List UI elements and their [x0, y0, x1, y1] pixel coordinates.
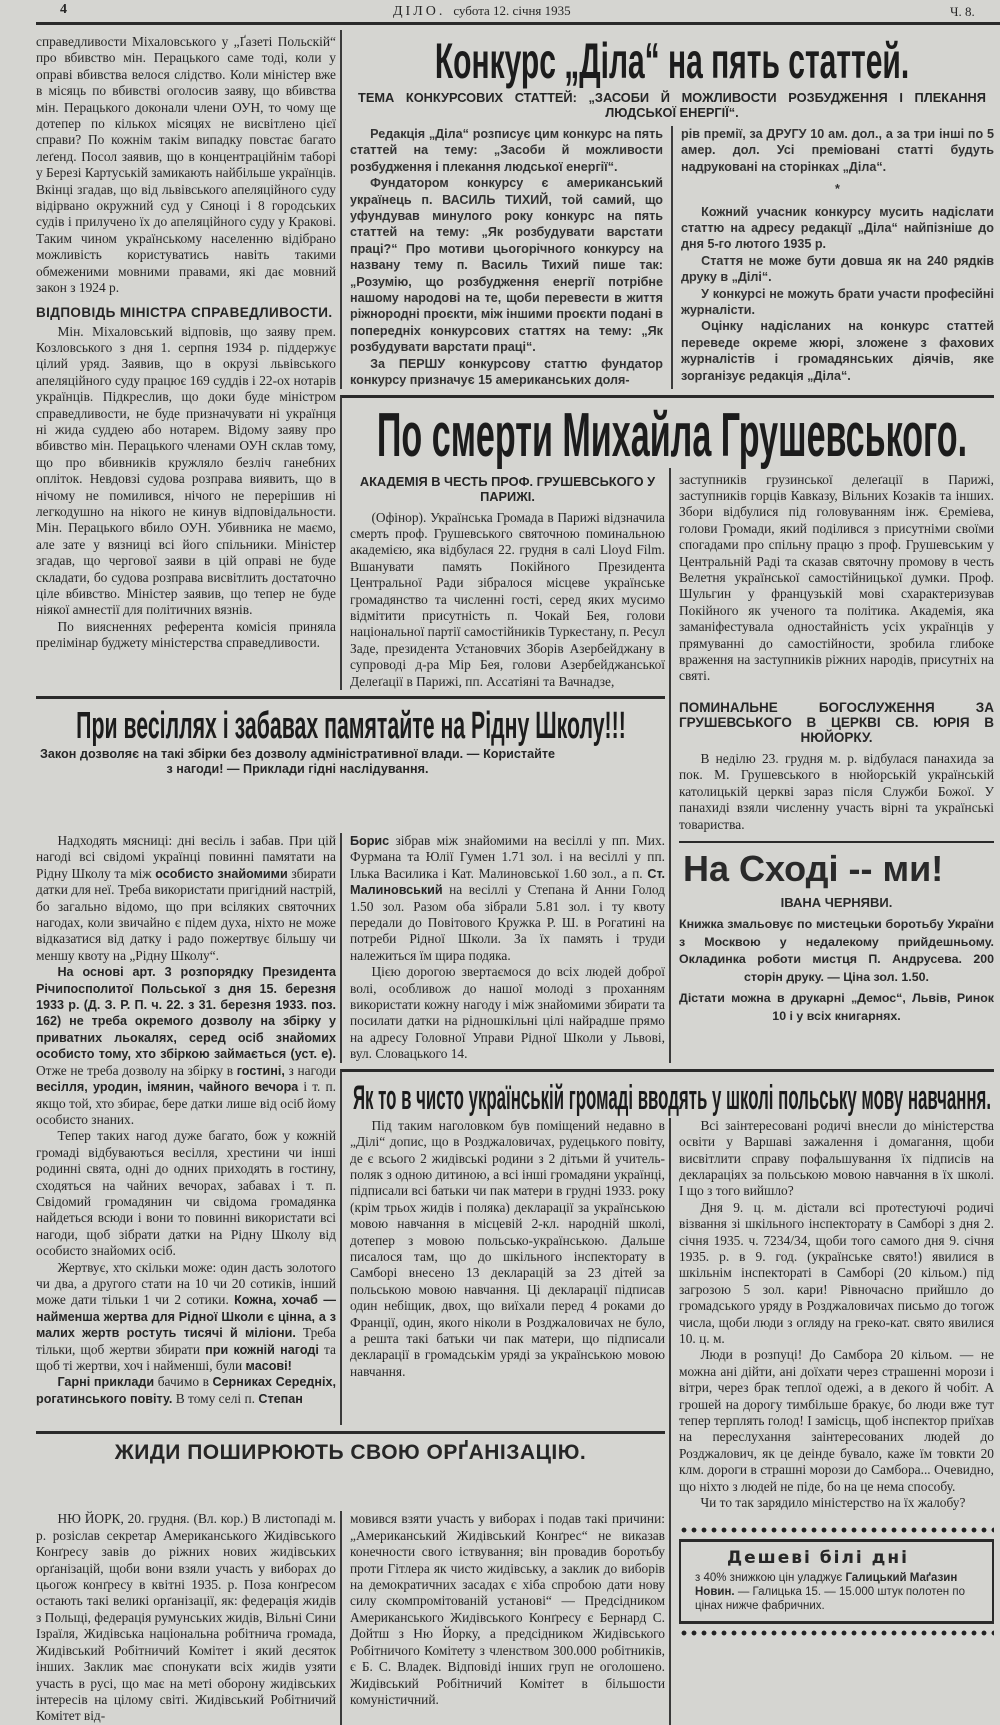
- article-text: [681, 126, 994, 175]
- book-ad-title: На Сході -- ми!: [683, 848, 944, 889]
- text-run: з нагоди: [284, 1062, 337, 1078]
- text-run: Люди в розпуці! До Самбора 20 кільом. — не можна ані дійти, ані доїхати через страшенні морози і вітри, через брак теплої одежі, а в декого й чобіт. А грошей на дорогу тимбільше бракує, бо люди вже тут тепер терплять голод! І замісць, щоб інспектор приїхав на переслухання заінтересованих людей до Розджалович, як це деінде бувало, каже їм товкти 20 клм. дороги в страшні морози до Самбора... Очевидно, що ніхто з людей не піде, бо на це нема способу.: [679, 1347, 994, 1494]
- bold-text-run: Степан: [258, 1391, 303, 1406]
- separator-asterisk: *: [835, 182, 840, 197]
- text-run: (Офінор). Українська Громада в Парижі відзначила смерть проф. Грушевського святочною поминальною академією, яка відбулася 22. грудня в салі Lloyd Film. Вшанувати память Покійного Президента Центральної Ради зібралося місцеве українське громадянство та численні гості, серед яких мусимо відмітити присутність п. Чокай Бея, голови національної партії самостійників Туркестану, п. Ресул Заде, президента Установчих Зборів Азербейджану в супроводі д-ра Мір Бея, голови Азербейджанської Делеґації в Парижі, пп. Ассатіяні та Вачнадзе,: [350, 509, 665, 689]
- text-run: Стаття не може бути довша як на 240 рядків друку в „Ділі“.: [681, 253, 994, 285]
- paragraph: [36, 1260, 336, 1375]
- paragraph: [350, 175, 663, 355]
- hrushevsky-headline-box: [350, 400, 994, 470]
- section-heading: ВІДПОВІДЬ МІНІСТРА СПРАВЕДЛИВОСТИ.: [36, 304, 333, 320]
- text-run: рів премії, за ДРУГУ 10 ам. дол., а за три інші по 5 амер. дол. Усі преміовані статті будуть надруковані на сторінках „Діла“.: [681, 127, 994, 174]
- paragraph: [350, 356, 663, 389]
- book-ad-description: Книжка змальовує по мистецьки боротьбу України з Москвою у недалекому прийдешньому. Окладинка роботи мистця П. Андрусева. 200 сторін друку. — Ціна зол. 1.50.: [679, 917, 994, 984]
- text-run: зібрав між знайомими на весіллі у пп. Мих. Фурмана та Юлії Гумен 1.71 зол. і на весіллі у пп. Ілька Василика і Кат. Малиновської 1.60 зол., а п.: [350, 833, 665, 881]
- paragraph: [679, 472, 994, 685]
- konkurs-subtitle: ТЕМА КОНКУРСОВИХ СТАТТЕЙ: „ЗАСОБИ Й МОЖЛИВОСТИ РОЗБУДЖЕННЯ І ПЛЕКАННЯ ЛЮДСЬКОЇ ЕНЕРГІЇ“.: [358, 90, 986, 120]
- hrushevsky-headline: [340, 395, 994, 468]
- paragraph: [350, 126, 663, 175]
- ridna-shkola-column-2: [340, 833, 665, 1063]
- article-text: [36, 1511, 336, 1724]
- store-ad-details: — Галицька 15. — 15.000 штук полотен по цінах нижче фабричних.: [695, 1586, 965, 1613]
- bold-text-run: масові!: [245, 1359, 292, 1373]
- dotted-border: [679, 1630, 994, 1636]
- masthead-date: субота 12. січня 1935: [453, 3, 571, 18]
- school-headline: [340, 1069, 994, 1118]
- paragraph: [679, 1200, 994, 1348]
- store-ad-box: [679, 1539, 994, 1624]
- paragraph: [681, 318, 994, 384]
- article-text: [679, 751, 994, 833]
- bold-text-run: Гарні приклади: [57, 1375, 155, 1390]
- hrushevsky-title: По смерти Михайла Грушевського.: [376, 400, 968, 470]
- issue-number: Ч. 8.: [950, 4, 975, 19]
- article-text: [679, 1118, 994, 1512]
- paragraph: [681, 253, 994, 286]
- jews-column-2: [340, 1511, 665, 1724]
- hrushevsky-column-2: [669, 468, 994, 690]
- ridna-shkola-subtitle: Закон дозволяє на такі збірки без дозволу адміністративної влади. — Користайте з нагоди! — Приклади гідні наслідування.: [40, 746, 555, 776]
- bold-text-run: гостині,: [236, 1063, 285, 1078]
- masthead-rule: [36, 22, 1000, 25]
- text-run: Тепер таких нагод дуже багато, бож у кожній громаді відбуваються весілля, хрестини чи інші родинні свята, одні до одних приходять в гостину, сходяться на чайних вечорах, забавах і т. п. Свідомий громадянин чи свідома громадянка найдеться всюди і вони то повинні використати всі нагоди, щоб зібрати датки на Рідну Школу від особисто знайомих осіб.: [36, 1128, 336, 1259]
- paragraph: [679, 1118, 994, 1200]
- article-text: [36, 833, 336, 1407]
- text-run: Надходять мясниці: дні весіль і забав. При цій нагоді всі свідомі українці повинні памятати на Рідну Школу та між: [36, 833, 336, 881]
- section-heading: ПОМИНАЛЬНЕ БОГОСЛУЖЕННЯ ЗА ГРУШЕВСЬКОГО В ЦЕРКВІ СВ. ЮРІЯ В НЮЙОРКУ.: [679, 699, 994, 745]
- text-run: Редакція „Діла“ розписує цим конкурс на пять статтей на тему: „Засоби й можливости розбудження і плекання людської енергії“.: [350, 127, 663, 174]
- paragraph: [350, 1118, 665, 1381]
- paragraph: [681, 126, 994, 175]
- paragraph: [681, 204, 994, 253]
- article-text: [350, 833, 665, 1063]
- article-text: [350, 1511, 665, 1708]
- bold-text-run: Серниках Середніх, рогатинського повіту.: [36, 1375, 337, 1406]
- konkurs-headline: [350, 34, 994, 88]
- text-run: По виясненнях референта комісія приняла прелімінар буджету міністерства справедливости.: [36, 618, 336, 651]
- text-run: Мін. Міхаловський відповів, що заяву прем. Козловського з дня 1. серпня 1934 р. піддержує цілий уряд. Заявив, що в окрузі львівського апеляційного суду працює 169 суддів і 22-ох нотарів українців. Підкреслив, що доки буде міністром справедливости, не буде призначувати ні українця ні жида суддею або нотарем. Відому заяву про вбивство мін. Перацького членами ОУН склав тому, що про вбивників кружляло безліч ганебних опліток. Невдовзі судова розправа виявить, що в нічому не помилився, нічого не перерішив ні легкодушно на нікого не кинув відповідальности. Мін. Перацького вбило ОУН. Убивника не маємо, але зате у вязниці всі його спільники. Міністер згадав, що чергової заяви в цій оправі не буде складати, бо судова розправа висвітлить достаточно ціле вбивство. Міністер заявив, що тепер не буде ніякої амнестії для політичних вязнів.: [36, 323, 336, 618]
- store-ad-discount: з 40% знижкою цін уладжує: [695, 1572, 846, 1585]
- article-text: [36, 34, 336, 297]
- paragraph: [36, 619, 336, 652]
- ridna-shkola-column-1: [36, 833, 336, 1425]
- article-text: [350, 1118, 665, 1381]
- ridna-shkola-title: При весіллях і забавах памятайте на Рідну Школу!!!: [75, 704, 626, 747]
- book-ad-author: ІВАНА ЧЕРНЯВИ.: [780, 895, 893, 910]
- article-text: [681, 204, 994, 384]
- paragraph: [36, 1374, 336, 1407]
- school-headline-box: [350, 1078, 994, 1118]
- text-run: Чи то так зарядило міністерство на їх жалобу?: [700, 1495, 966, 1511]
- text-run: Треба тільки, щоб жертви збирати: [36, 1325, 336, 1357]
- konkurs-title: Конкурс „Діла“ на пять статтей.: [434, 33, 910, 89]
- text-run: У конкурсі не можуть брати участи професійні журналісти.: [681, 286, 994, 318]
- text-run: Цією дорогою звертаємося до всіх людей доброї волі, особливож до нашої молоді з проханням використати кожну нагоду і між знайомими збирати та посилати датки на рідношкільні цілі найрадше прямо на адресу Головної Управи Рідної Школи у Львові, вул. Словацького 14.: [350, 964, 665, 1062]
- text-run: Кожний учасник конкурсу мусить надіслати статтю на адресу редакції „Діла“ найпізніше до дня 5-го лютого 1935 р.: [681, 204, 994, 252]
- text-run: Дня 9. ц. м. дістали всі протестуючі родичі візвання зі шкільного інспекторату в Самборі з дня 2. січня 1935. ч. 7234/34, щоби того самого дня 9. січня 1935. р. в 9. год. (українське свято!) явилися в шкільнім інспектораті в Самборі (20 кільом.) під загрозою 5 зол. кари! Рівночасно прийшло до громадського уряду в Розджаловичах письмо до тогож числа, щоби люди з огляду на греко-кат. свято явилися 10. ц. м.: [679, 1199, 994, 1346]
- paragraph: [679, 751, 994, 833]
- konkurs-columns: [350, 126, 994, 389]
- bold-text-run: На основі арт. 3 розпорядку Президента Річипосполитої Польської з дня 15. березня 1933 р. (Д. З. Р. П. ч. 22. з 31. березня 1933. поз. 162) не треба окремого дозволу на збірку у приватних льокалях, серед осіб знайомих особисто тому, хто збіркою займається (уст. е).: [36, 965, 336, 1062]
- bold-text-run: Кожна, хочаб — найменша жертва для Рідної Школи є цінна, а з малих жертв ростуть тисячі й міліони.: [36, 1293, 336, 1341]
- paragraph: [679, 1495, 994, 1511]
- article-text: [350, 510, 665, 690]
- paragraph: [350, 833, 665, 964]
- text-run: Жертвує, хто скільки може: один дасть золотого чи два, а другого стати на 10 чи 20 сотиків, інший може дати тільки 1 чи 2 сотики.: [36, 1259, 336, 1308]
- text-run: та щоб ті жертви, хоч і найменші, були: [36, 1341, 336, 1373]
- section-heading: АКАДЕМІЯ В ЧЕСТЬ ПРОФ. ГРУШЕВСЬКОГО У ПАРИЖІ.: [359, 473, 656, 504]
- paragraph: [36, 1511, 336, 1724]
- jews-title: ЖИДИ ПОШИРЮЮТЬ СВОЮ ОРҐАНІЗАЦІЮ.: [114, 1441, 587, 1465]
- school-title: Як то в чисто українській громаді вводять у школі польську мову навчання.: [352, 1078, 992, 1117]
- dotted-border: [679, 1527, 994, 1533]
- bold-text-run: Ст. Малиновський: [350, 866, 665, 898]
- book-ad-cell: [669, 833, 994, 1063]
- konkurs-column-2: [671, 126, 994, 389]
- hrushevsky-column-2-continued: [669, 690, 994, 833]
- school-column-2: [669, 1118, 994, 1512]
- text-run: збирати датки для неї. Треба використати пригідний настрій, бо загально відомо, що при всіляких святочних нагодах, коли звичайно є підем духа, ніхто не може відказатися від датку і радо пожертвує більшу чи меншу квоту на „Рідну Школу“.: [36, 865, 336, 963]
- hrushevsky-column-1: [340, 468, 665, 690]
- text-run: мовився взяти участь у виборах і подав такі причини: „Американський Жидівський Конґрес“ не виказав конечности свого іствування; він провадив боротьбу проти Гітлера як чисто жидівську, а заклик до виборів на демократичних засадах є хіба спробою дати нову силу скомпромітованій установі“ — Предсідником Американського Жидівського Конґресу є Бернард С. Дойтш з Ню Йорку, а предсідником Жидівського Робітничого Комітету з членством 300.000 робітників, є Б. С. Владек. Відповіді інших груп не оголошено. Жидівський Робітничий Комітет в більшости комуністичний.: [350, 1511, 665, 1707]
- text-run: В неділю 23. грудня м. р. відбулася панахида за пок. М. Грушевського в нюйорській українській католицькій церкві зараз після Служби Божої. У панахиді взяли численну участь вірні та українські товариства.: [679, 750, 994, 832]
- paragraph: [350, 964, 665, 1062]
- text-run: справедливости Міхаловського у „Ґазеті Польскій“ про вбивство мін. Перацького саме тоді, коли у оправі вбивства велося слідство. Коли міністер вже в місяць по вбивстві оголосив заяву, що вбивства мін. Перацького доконали члени ОУН, то чому ще дотепер по кількох місяцях не висвітлено цієї справи? По кожнім такім випадку повстає багато леґенд. Посол заявив, що в концентраційнім таборі у Березі Картуській замикають найбільше українців. Вкінці згадав, що від львівського апеляційного суду відірвано окружний суд у Сяноці і 8 городських судів і прилучено їх до апеляційного суду у Кракові. Таким чином українському населенню відібрано можливість користуватись навіть такими обмеженими мовними правами, які дає мовний закон з 1924 р.: [36, 34, 336, 296]
- text-run: Отже не треба дозволу на збірку в: [36, 1062, 237, 1078]
- text-run: За ПЕРШУ конкурсову статтю фундатор конкурсу призначує 15 американських доля-: [350, 356, 663, 388]
- text-run: на весіллі у Степана й Анни Голод 1.50 зол. Разом оба зібрали 5.81 зол. і ту квоту передали до Повітового Кружка Р. Ш. в Рогатині на потреби Рідної Школи. За їх память і труди належиться їм щира подяка.: [350, 882, 665, 963]
- paragraph: [350, 1511, 665, 1708]
- paragraph: [350, 510, 665, 690]
- text-run: Оцінку надісланих на конкурс статтей переведе окреме жюрі, зложене з фахових журналістів і громадянських діячів, яке зорганізує редакція „Діла“.: [681, 319, 994, 383]
- book-ad: [679, 841, 994, 1025]
- article-text: [679, 472, 994, 685]
- bold-text-run: при кожній нагоді: [205, 1342, 319, 1357]
- text-run: В тому селі п.: [172, 1390, 259, 1406]
- left-column-article: [36, 30, 336, 690]
- text-run: Всі заінтересовані родичі внесли до міністерства освіти у Варшаві зажалення і домагання, щоби висвітлити справу пофальшування їх підписів на деклараціях за польською мовою навчання в їх школі. І що з того вийшло?: [679, 1117, 994, 1199]
- jews-header: [36, 1431, 665, 1511]
- article-text: [350, 126, 663, 389]
- school-column-1: [340, 1118, 665, 1426]
- text-run: Під таким наголовком був поміщений недавно в „Ділі“ допис, що в Розджаловичах, рудецького повіту, де є всього 2 жидівські родини з 2 дітьми й учитель-поляк з одною дитиною, а всі інші громадяни українці, підписали всі батьки чи пак матери в грудні 1933. року (крім трьох жидів і поляка) декларації за українською мовою навчання в місцевій 2-кл. народній школі, дотепер з мовою польсько-українською. Дальше писалося там, що до шкільного інспекторату в Самборі внесено 13 декларацій за 23 дітей за польською мовою навчання. Ці декларації підписав один небіщик, двох, що виїхали перед 4 роками до Франції, один, якого ніколи в Розджаловичах не було, а решта такі батьки чи пак матери, що підписали декларації в громадськім уряді за українською мовою навчання.: [350, 1117, 665, 1379]
- paragraph: [36, 34, 336, 297]
- paragraph: [36, 324, 336, 619]
- store-ad-cell: [669, 1511, 994, 1724]
- paragraph: [681, 286, 994, 319]
- paragraph: [679, 1347, 994, 1495]
- konkurs-column-1: [350, 126, 663, 389]
- book-ad-availability: Дістати можна в друкарні „Демос“, Львів, Ринок 10 і у всіх книгарнях.: [679, 991, 994, 1023]
- text-run: бачимо в: [154, 1374, 213, 1390]
- konkurs-article: [340, 30, 994, 389]
- paragraph: [36, 833, 336, 964]
- masthead-paper-name: ДІЛО.: [393, 4, 446, 19]
- store-ad-text: [695, 1571, 978, 1613]
- store-ad-title: Дешеві білі дні: [727, 1548, 909, 1569]
- paragraph: [36, 964, 336, 1128]
- text-run: НЮ ЙОРК, 20. грудня. (Вл. кор.) В листопаді м. р. розіслав секретар Американського Жидівського Конґресу завів до ріжних нових жидівських орґанізацій, щоби вони взяли участь у виборах до цьогож конґресу в квітні 1935. р. Поза конґресом остають такі великі орґанізації, як: федерація жидів з Польщі, федерація румунських жидів, Вільні Сини Ізраїля, Жидівська національна робітнича громада, Жидівський Робітничий Комітет і який десяток інших. Заклик має спонукати всіх жидів узяти участь в русі, що має на меті оборону жидівських інтересів на цілому світі. Жидівський Робітничий Комітет від-: [36, 1511, 336, 1724]
- paragraph: [36, 1128, 336, 1259]
- text-run: заступників грузинської делеґації в Парижі, заступників горців Кавказу, Вільних Козаків та інших. Збори відбулися під головуванням інж. Єреміева, голови Громади, який поділився з присутніми своїми спогадами про спільну працю з проф. Грушевським у Центральній Раді та сказав святочну промову в честь Велетня української самостійницької думки. Проф. Шульгин у французькій мові схарактеризував Покійного як ученого та політика. Академія, яка заманіфестувала одностайність усіх українців у прямуванні до самостійности, зробила глибоке враження на заступників ріжних народів, присутніх на святі.: [679, 471, 994, 684]
- page-number: 4: [60, 2, 67, 17]
- bold-text-run: Борис: [350, 834, 390, 848]
- jews-column-1: [36, 1511, 336, 1724]
- article-text: [36, 324, 336, 652]
- ridna-shkola-headline: [36, 705, 665, 747]
- bold-text-run: весілля, уродин, імянин, чайного вечора: [36, 1080, 299, 1095]
- text-run: і т. п. якщо той, хто збирає, бере датки лише від осіб йому особисто знаних.: [36, 1079, 336, 1127]
- ridna-shkola-header: [36, 696, 665, 833]
- masthead-center: [393, 3, 571, 20]
- bold-text-run: особисто знайомими: [155, 866, 288, 881]
- text-run: Фундатором конкурсу є американський українець п. ВАСИЛЬ ТИХИЙ, той самий, що уфундував минулого року конкурс на пять статтей на тему: „Як розбудувати варстати праці?“ Про мотиви цьогорічного конкурсу на названу тему п. Василь Тихий пише так: „Розумію, що розбудження енергії потрібне нашому народові на те, щоби перевести в життя ріжнородні проєкти, між іншими проєкти подані в попередніх конкурсових статтях на тему: „Як розбудувати варстати праці“.: [350, 176, 663, 355]
- page-grid: [36, 30, 994, 1725]
- store-name: Галицький Маґазин Новин.: [695, 1572, 958, 1599]
